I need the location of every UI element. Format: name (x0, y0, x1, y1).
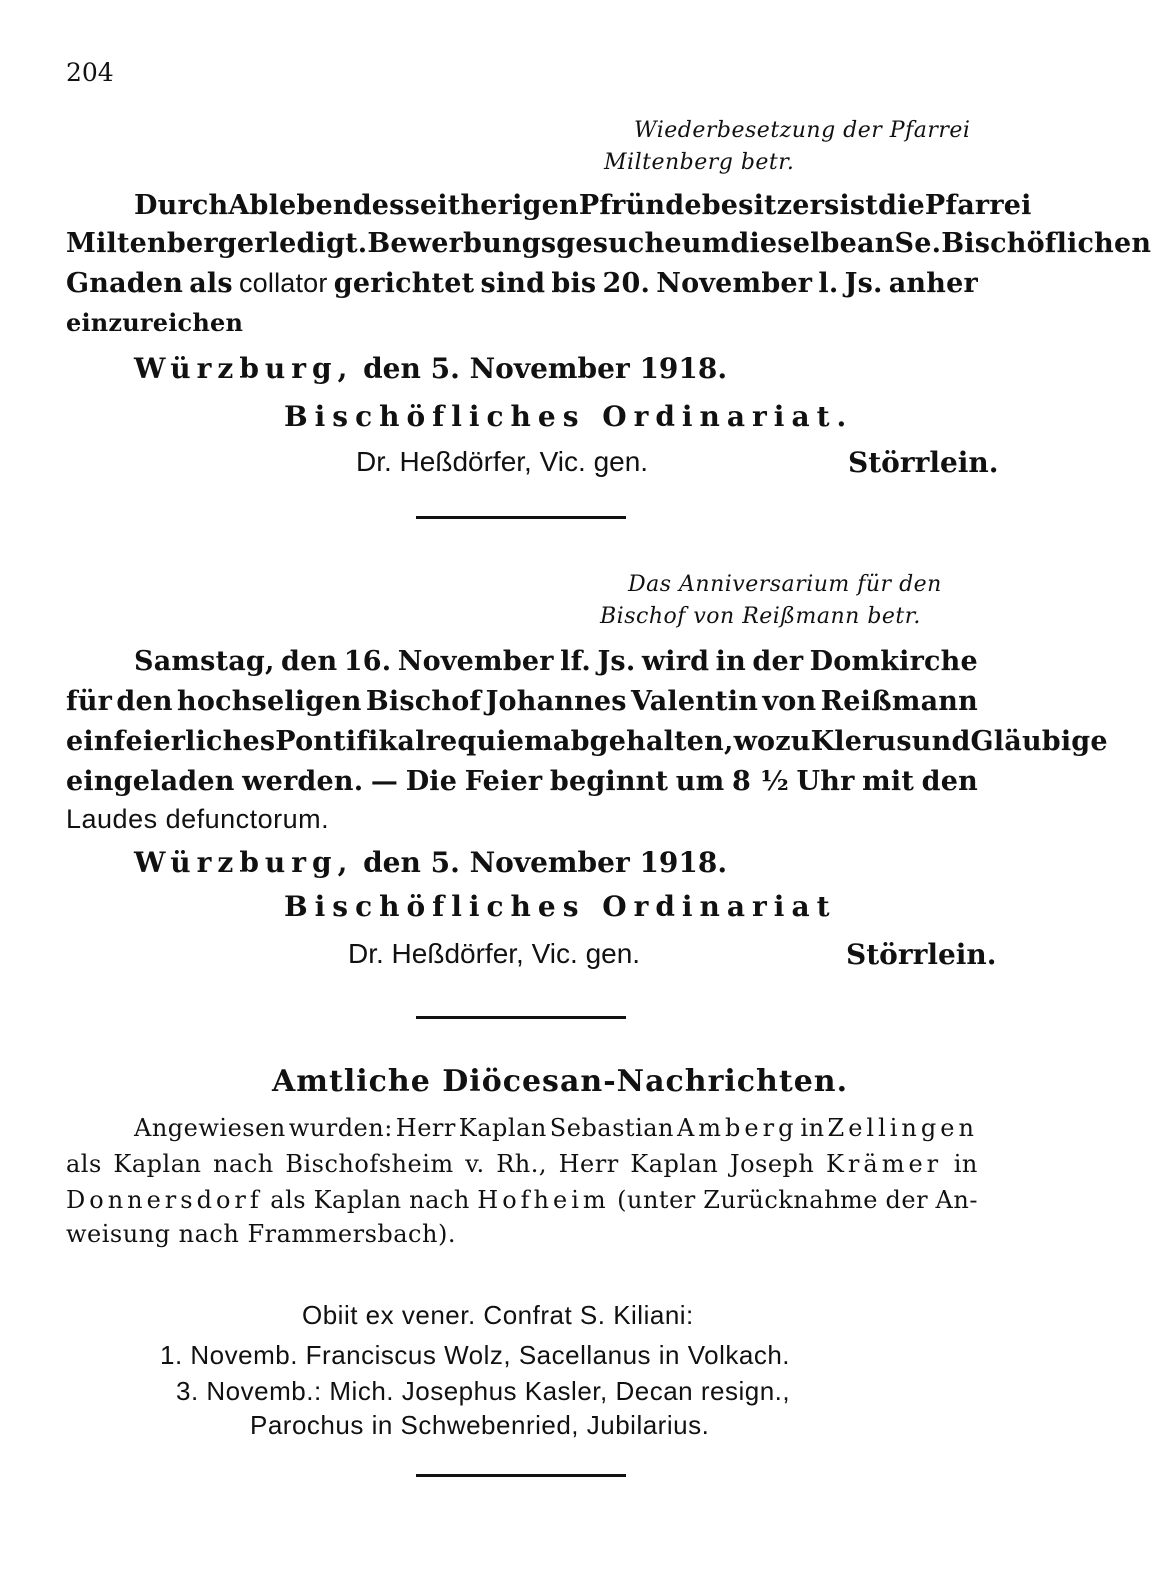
word: collator (238, 268, 328, 298)
word: Rh., (496, 1150, 547, 1178)
word: und (911, 726, 971, 757)
notice2-body-line3 (66, 726, 1108, 757)
word: Angewiesen (134, 1114, 286, 1142)
notice2-body-last: Laudes defunctorum. (66, 804, 330, 834)
notice1-office: Bischöfliches Ordinariat. (284, 400, 854, 433)
word: Zellingen (827, 1114, 978, 1142)
word: Bischöflichen (941, 228, 1151, 259)
word: erledigt. (236, 228, 368, 259)
news-line2 (66, 1150, 978, 1178)
notice1-dateline (134, 352, 727, 385)
news-line1 (134, 1114, 978, 1142)
notice2-date: den 5. November 1918. (363, 846, 728, 879)
notice2-subject-line1: Das Anniversarium für den (628, 572, 942, 597)
word: abgehalten, (552, 726, 734, 757)
word: wozu (733, 726, 811, 757)
word: Donnersdorf (66, 1186, 263, 1214)
word: Domkirche (809, 646, 978, 677)
word: als (66, 1150, 102, 1178)
word: der (885, 1186, 929, 1214)
word: seitherigen (404, 190, 579, 221)
word: Sebastian (549, 1114, 675, 1142)
word: in (953, 1150, 978, 1178)
word: 20. (602, 268, 651, 299)
notice1-body-line1 (134, 190, 1032, 221)
word: Miltenberg (66, 228, 237, 259)
word: des (352, 190, 405, 221)
word: Gläubige (970, 726, 1108, 757)
word: mit (862, 766, 915, 797)
word: den (116, 686, 173, 717)
word: l. (818, 268, 839, 299)
word: sind (480, 268, 546, 299)
word: Pontifikalrequiem (275, 726, 553, 757)
word: werden. (242, 766, 364, 797)
section-divider (416, 1016, 626, 1019)
word: Kaplan (313, 1186, 402, 1214)
word: Hofheim (477, 1186, 610, 1214)
word: Js. (597, 646, 636, 677)
word: hochseligen (177, 686, 362, 717)
notice2-body-line4 (66, 766, 978, 797)
word: Amberg (676, 1114, 798, 1142)
word: in (800, 1114, 825, 1142)
word: 8 ½ (731, 766, 789, 797)
word: Bischofsheim (285, 1150, 454, 1178)
word: Feier (464, 766, 543, 797)
notice1-date: den 5. November 1918. (363, 352, 728, 385)
word: Zurücknahme (703, 1186, 878, 1214)
word: Js. (844, 268, 883, 299)
word: November (656, 268, 813, 299)
word: um (675, 766, 725, 797)
notice1-body-line2 (66, 228, 1151, 259)
word: Durch (134, 190, 229, 221)
word: Ableben (228, 190, 353, 221)
word: nach (213, 1150, 274, 1178)
word: gerichtet (333, 268, 475, 299)
word: an (857, 228, 895, 259)
word: An- (935, 1186, 978, 1214)
word: Joseph (729, 1150, 815, 1178)
word: anher (888, 268, 978, 299)
notice2-place: Würzburg, (134, 846, 354, 879)
notice2-body-line1 (134, 646, 978, 677)
word: Herr (558, 1150, 619, 1178)
word: Kaplan (458, 1114, 547, 1142)
notice2-subject-line2: Bischof von Reißmann betr. (600, 604, 921, 629)
notice1-signer1: Dr. Heßdörfer, Vic. gen. (356, 446, 649, 477)
notice1-body-line3 (66, 268, 978, 299)
word: den (281, 646, 338, 677)
obituary-title: Obiit ex vener. Confrat S. Kiliani: (302, 1300, 694, 1330)
obituary-entry3: Parochus in Schwebenried, Jubilarius. (250, 1410, 710, 1440)
word: Johannes (485, 686, 627, 717)
word: für (66, 686, 113, 717)
word: Uhr (796, 766, 855, 797)
word: Die (405, 766, 458, 797)
news-heading: Amtliche Diöcesan-Nachrichten. (272, 1064, 849, 1099)
word: Valentin (631, 686, 759, 717)
word: Samstag, (134, 646, 275, 677)
word: ein (66, 726, 114, 757)
notice2-office: Bischöfliches Ordinariat (284, 890, 837, 923)
word: lf. (560, 646, 592, 677)
news-line3 (66, 1186, 978, 1214)
word: ist (839, 190, 878, 221)
word: Herr (395, 1114, 456, 1142)
notice1-place: Würzburg, (134, 352, 354, 385)
word: 16. (343, 646, 392, 677)
word: Reißmann (820, 686, 978, 717)
word: Kaplan (113, 1150, 202, 1178)
word: als (270, 1186, 307, 1214)
notice1-subject-line2: Miltenberg betr. (604, 150, 795, 175)
word: feierliches (113, 726, 276, 757)
word: Bewerbungsgesuche (367, 228, 682, 259)
word: November (397, 646, 554, 677)
word: eingeladen (66, 766, 235, 797)
word: in (715, 646, 746, 677)
word: Pfründebesitzers (578, 190, 840, 221)
word: bis (551, 268, 597, 299)
news-last-line: weisung nach Frammersbach). (66, 1220, 456, 1248)
word: der (752, 646, 804, 677)
word: den (921, 766, 978, 797)
notice1-subject-line1: Wiederbesetzung der Pfarrei (634, 118, 971, 143)
word: Krämer (825, 1150, 943, 1178)
word: Klerus (810, 726, 912, 757)
page-number: 204 (66, 58, 114, 87)
obituary-entry1: 1. Novemb. Franciscus Wolz, Sacellanus in Volkach. (160, 1340, 791, 1370)
word: — (370, 766, 399, 797)
notice2-body-line2 (66, 686, 978, 717)
word: wurden: (288, 1114, 393, 1142)
word: Pfarrei (924, 190, 1032, 221)
word: Gnaden (66, 268, 184, 299)
word: Se. (894, 228, 942, 259)
notice2-dateline (134, 846, 727, 879)
word: um (681, 228, 731, 259)
word: v. (465, 1150, 485, 1178)
section-divider (416, 516, 626, 519)
word: die (877, 190, 925, 221)
section-divider (416, 1474, 626, 1477)
word: als (189, 268, 233, 299)
word: wird (641, 646, 710, 677)
word: beginnt (549, 766, 669, 797)
word: von (762, 686, 817, 717)
notice2-signer1: Dr. Heßdörfer, Vic. gen. (348, 938, 641, 969)
word: Bischof (365, 686, 482, 717)
obituary-entry2: 3. Novemb.: Mich. Josephus Kasler, Decan resign., (176, 1376, 791, 1406)
notice1-body-last: einzureichen (66, 308, 244, 337)
word: (unter (617, 1186, 696, 1214)
notice1-signer2: Störrlein. (848, 446, 999, 479)
word: dieselbe (730, 228, 857, 259)
word: Kaplan (630, 1150, 719, 1178)
word: nach (409, 1186, 470, 1214)
notice2-signer2: Störrlein. (846, 938, 997, 971)
